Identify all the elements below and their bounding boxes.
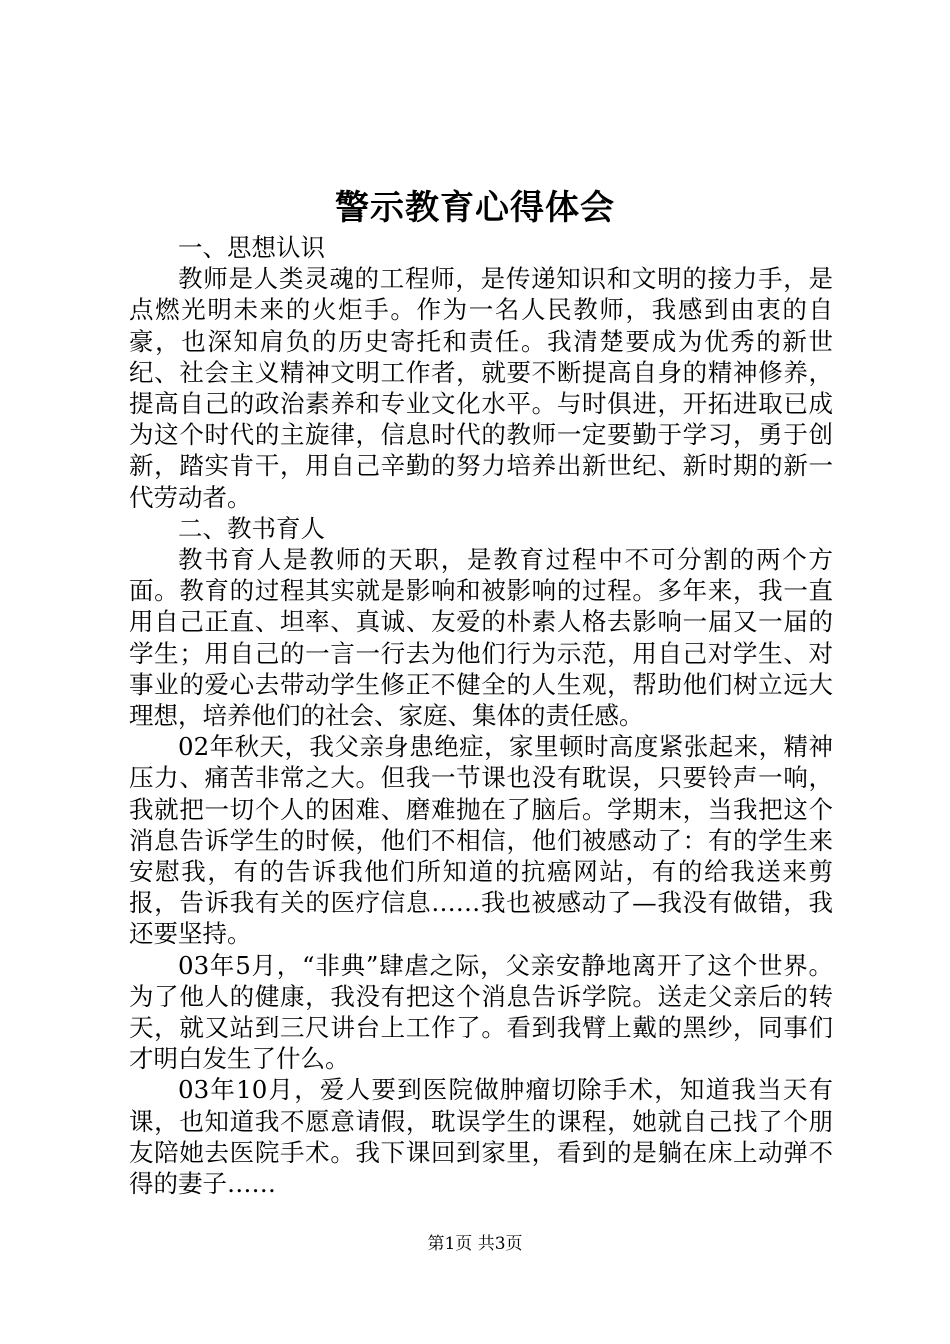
body-paragraph-1: 教师是人类灵魂的工程师，是传递知识和文明的接力手，是点燃光明未来的火炬手。作为一名人民教师，我感到由衷的自豪，也深知肩负的历史寄托和责任。我清楚要成为优秀的新世纪、社会主义精神文明工作者，就要不断提高自身的精神修养，提高自己的政治素养和专业文化水平。与时俱进，开拓进取已成为这个时代的主旋律，信息时代的教师一定要勤于学习，勇于创新，踏实肯干，用自己辛勤的努力培养出新世纪、新时期的新一代劳动者。 xyxy=(129,264,833,512)
body-paragraph-2: 教书育人是教师的天职，是教育过程中不可分割的两个方面。教育的过程其实就是影响和被影响的过程。多年来，我一直用自己正直、坦率、真诚、友爱的朴素人格去影响一届又一届的学生；用自己的一言一行去为他们行为示范，用自己对学生、对事业的爱心去带动学生修正不健全的人生观，帮助他们树立远大理想，培养他们的社会、家庭、集体的责任感。 xyxy=(129,545,833,731)
body-paragraph-3: 02年秋天，我父亲身患绝症，家里顿时高度紧张起来，精神压力、痛苦非常之大。但我一节课也没有耽误，只要铃声一响，我就把一切个人的困难、磨难抛在了脑后。学期末，当我把这个消息告诉学生的时候，他们不相信，他们被感动了：有的学生来安慰我，有的告诉我他们所知道的抗癌网站，有的给我送来剪报，告诉我有关的医疗信息……我也被感动了—我没有做错，我还要坚持。 xyxy=(129,732,833,949)
document-title: 警示教育心得体会 xyxy=(335,188,615,228)
document-body xyxy=(129,232,833,1199)
section-heading-1: 一、思想认识 xyxy=(178,233,325,262)
body-paragraph-4: 03年5月，“非典”肆虐之际，父亲安静地离开了这个世界。为了他人的健康，我没有把这个消息告诉学院。送走父亲后的转天，就又站到三尺讲台上工作了。看到我臂上戴的黑纱，同事们才明白发生了什么。 xyxy=(129,950,833,1074)
section-heading-2: 二、教书育人 xyxy=(178,513,325,543)
page-footer xyxy=(0,1232,950,1256)
body-paragraph-5: 03年10月，爱人要到医院做肿瘤切除手术，知道我当天有课，也知道我不愿意请假，耽误学生的课程，她就自己找了个朋友陪她去医院手术。我下课回到家里，看到的是躺在床上动弹不得的妻子…… xyxy=(129,1075,833,1199)
page-number: 第1页 共3页 xyxy=(427,1234,523,1254)
